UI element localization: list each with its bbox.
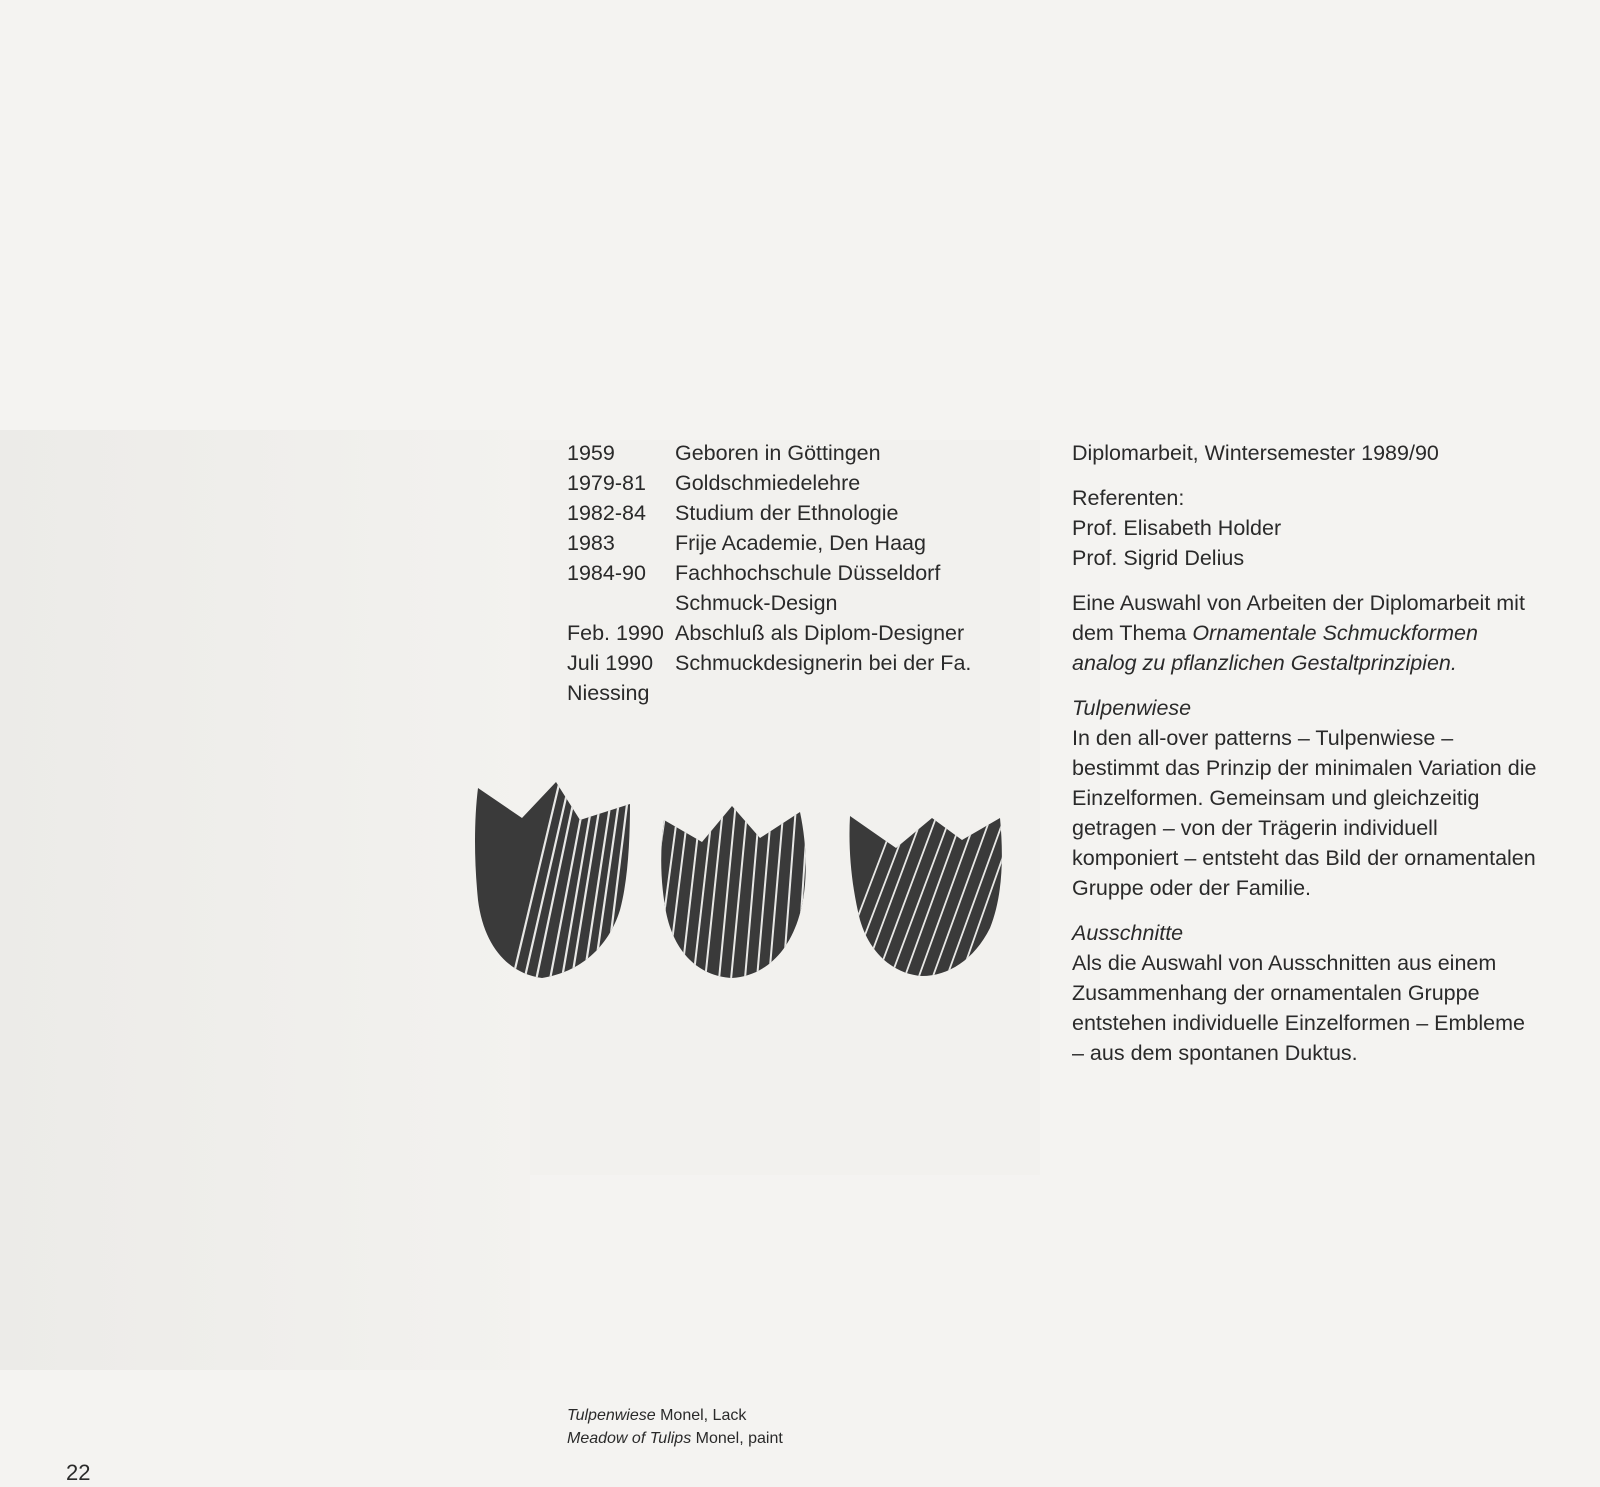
intro-theme: Ornamentale Schmuckformen analog zu pflanzlichen Gestaltprinzipien. <box>1072 621 1478 675</box>
referee-name: Prof. Sigrid Delius <box>1072 546 1245 570</box>
bio-row <box>567 618 1027 648</box>
caption-line-en <box>567 1427 783 1450</box>
bio-year: 1984-90 <box>567 561 646 585</box>
tulip-brooch <box>640 780 820 990</box>
intro-paragraph <box>1072 588 1542 678</box>
caption-material: Monel, Lack <box>655 1407 747 1424</box>
bio-row <box>567 528 1027 558</box>
bio-row <box>567 468 1027 498</box>
photo-caption <box>567 1404 783 1450</box>
bio-text: Abschluß als Diplom-Designer <box>675 621 965 645</box>
tulip-brooch <box>830 780 1010 990</box>
bio-year: 1983 <box>567 531 615 555</box>
referee-name: Prof. Elisabeth Holder <box>1072 516 1282 540</box>
caption-title: Meadow of Tulips <box>567 1430 692 1447</box>
bio-year: Feb. 1990 <box>567 621 664 645</box>
biography <box>567 438 1027 708</box>
bio-row <box>567 588 1027 618</box>
bio-text: Studium der Ethnologie <box>675 501 899 525</box>
bio-row <box>567 648 1027 678</box>
caption-material: Monel, paint <box>691 1430 783 1447</box>
caption-line-de <box>567 1404 783 1427</box>
bio-year: 1959 <box>567 441 615 465</box>
intro-text: Eine Auswahl von Arbeiten der Diplomarbeit mit dem Thema <box>1072 591 1525 645</box>
bio-text: Fachhochschule Düsseldorf <box>675 561 941 585</box>
bio-year: 1979-81 <box>567 471 646 495</box>
tulip-brooch <box>470 780 640 990</box>
bio-year: Juli 1990 <box>567 651 654 675</box>
bio-row <box>567 558 1027 588</box>
bio-text: Geboren in Göttingen <box>675 441 881 465</box>
bio-row <box>567 498 1027 528</box>
bio-year: 1982-84 <box>567 501 646 525</box>
show-through-left <box>0 430 530 1370</box>
bio-text: Goldschmiedelehre <box>675 471 861 495</box>
tulip-brooches-photo <box>470 780 1010 990</box>
diploma-line: Diplomarbeit, Wintersemester 1989/90 <box>1072 441 1439 465</box>
section-text: In den all-over patterns – Tulpenwiese – bestimmt das Prinzip der minimalen Variation die Einzelformen. Gemeinsam und gleichzeitig getragen – von der Trägerin individuell komponiert – entsteht das Bild der ornamentalen Gruppe oder der Familie. <box>1072 726 1537 900</box>
section-heading: Ausschnitte <box>1072 921 1184 945</box>
section-text: Als die Auswahl von Ausschnitten aus einem Zusammenhang der ornamentalen Gruppe entstehen individuelle Einzelformen – Embleme – aus dem spontanen Duktus. <box>1072 951 1525 1065</box>
bio-text: Schmuckdesignerin bei der Fa. <box>675 651 972 675</box>
bio-text: Frije Academie, Den Haag <box>675 531 926 555</box>
description-column <box>1072 438 1542 1083</box>
section-ausschnitte <box>1072 918 1542 1068</box>
referees-label: Referenten: <box>1072 486 1185 510</box>
bio-text: Schmuck-Design <box>675 591 838 615</box>
caption-title: Tulpenwiese <box>567 1407 656 1424</box>
page-number: 22 <box>66 1460 91 1485</box>
referees <box>1072 483 1542 573</box>
section-tulpenwiese <box>1072 693 1542 903</box>
bio-year <box>567 588 675 618</box>
section-heading: Tulpenwiese <box>1072 696 1192 720</box>
bio-row <box>567 438 1027 468</box>
bio-continuation: Niessing <box>567 681 650 705</box>
